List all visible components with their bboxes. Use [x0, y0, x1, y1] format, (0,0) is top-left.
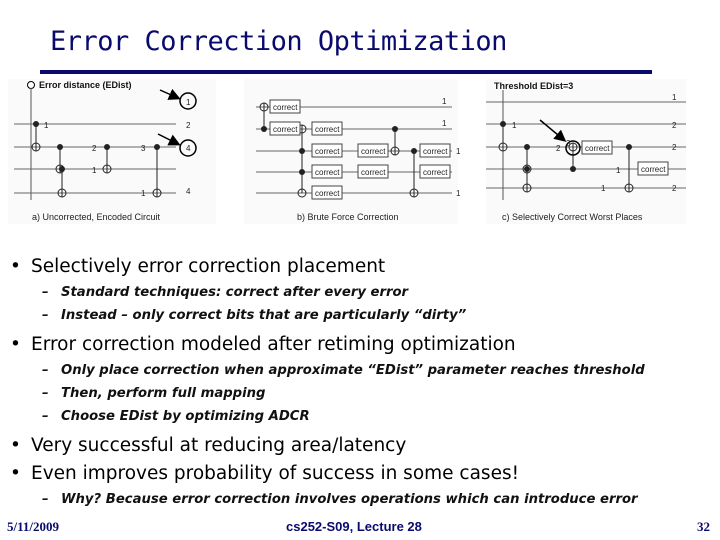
- svg-text:correct: correct: [641, 165, 666, 174]
- svg-text:correct: correct: [315, 168, 340, 177]
- svg-text:2: 2: [186, 121, 191, 130]
- panel-c-header: Threshold EDist=3: [494, 81, 574, 91]
- svg-text:1: 1: [186, 98, 191, 107]
- footer-date: 5/11/2009: [7, 519, 60, 534]
- svg-text:1: 1: [44, 121, 49, 130]
- panel-a: [8, 79, 216, 224]
- svg-text:3: 3: [566, 139, 571, 148]
- svg-text:4: 4: [186, 144, 191, 153]
- svg-text:4: 4: [186, 187, 191, 196]
- svg-text:1: 1: [141, 189, 146, 198]
- page-number: 32: [697, 519, 710, 534]
- bullet-1-sub-2: – Instead – only correct bits that are particularly “dirty”: [8, 304, 708, 327]
- svg-text:correct: correct: [273, 103, 298, 112]
- bullet-2-sub-1: – Only place correction when approximate “EDist” parameter reaches threshold: [8, 359, 708, 382]
- svg-text:correct: correct: [273, 125, 298, 134]
- svg-text:1: 1: [92, 166, 97, 175]
- bullet-1: • Selectively error correction placement: [8, 253, 708, 281]
- svg-text:1: 1: [616, 166, 621, 175]
- svg-text:2: 2: [672, 143, 677, 152]
- bullet-2-sub-3: – Choose EDist by optimizing ADCR: [8, 405, 708, 428]
- svg-text:2: 2: [672, 184, 677, 193]
- bullet-list: [8, 253, 708, 511]
- slide-title: Error Correction Optimization: [50, 26, 507, 57]
- svg-text:1: 1: [442, 97, 447, 106]
- circuit-diagrams: [0, 76, 720, 228]
- svg-text:1: 1: [456, 147, 461, 156]
- circuit-figure: [0, 76, 720, 228]
- bullet-2: • Error correction modeled after retiming optimization: [8, 331, 708, 359]
- svg-text:correct: correct: [585, 144, 610, 153]
- bullet-1-sub-1: – Standard techniques: correct after every error: [8, 281, 708, 304]
- panel-a-header: Error distance (EDist): [39, 80, 132, 90]
- svg-text:correct: correct: [361, 147, 386, 156]
- svg-text:1: 1: [601, 184, 606, 193]
- svg-text:1: 1: [456, 189, 461, 198]
- bullet-3: • Very successful at reducing area/latency: [8, 432, 708, 460]
- panel-b: [244, 79, 461, 224]
- svg-text:correct: correct: [315, 125, 340, 134]
- svg-text:1: 1: [512, 121, 517, 130]
- bullet-4-sub-1: – Why? Because error correction involves operations which can introduce error: [8, 488, 708, 511]
- panel-c: [486, 79, 686, 224]
- svg-text:correct: correct: [315, 147, 340, 156]
- svg-text:1: 1: [442, 119, 447, 128]
- svg-text:2: 2: [92, 144, 97, 153]
- panel-b-caption: b) Brute Force Correction: [297, 212, 399, 222]
- panel-c-caption: c) Selectively Correct Worst Places: [502, 212, 643, 222]
- svg-text:correct: correct: [423, 168, 448, 177]
- svg-text:1: 1: [672, 93, 677, 102]
- svg-text:correct: correct: [361, 168, 386, 177]
- bullet-2-sub-2: – Then, perform full mapping: [8, 382, 708, 405]
- svg-text:3: 3: [141, 144, 146, 153]
- footer-course: cs252-S09, Lecture 28: [286, 519, 422, 534]
- svg-text:correct: correct: [315, 189, 340, 198]
- svg-text:2: 2: [556, 144, 561, 153]
- svg-text:correct: correct: [423, 147, 448, 156]
- bullet-4: • Even improves probability of success in some cases!: [8, 460, 708, 488]
- panel-a-caption: a) Uncorrected, Encoded Circuit: [32, 212, 161, 222]
- svg-text:2: 2: [672, 121, 677, 130]
- title-underline: [40, 70, 652, 74]
